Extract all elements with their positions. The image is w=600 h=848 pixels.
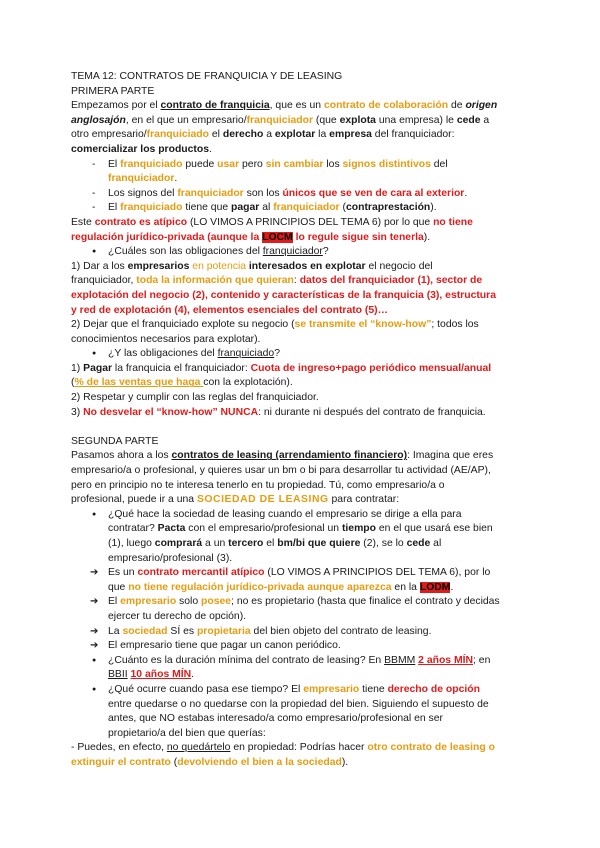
question-franquiciado: ● ¿Y las obligaciones del franquiciado?: [71, 347, 540, 362]
list-item: - El franquiciado tiene que pagar al franquiciador (contraprestación).: [71, 201, 540, 216]
part2-heading: SEGUNDA PARTE: [71, 435, 159, 447]
question-franquiciador: ● ¿Cuáles son las obligaciones del franquiciador?: [71, 245, 540, 260]
lodm-highlight: LODM: [419, 581, 451, 593]
list-item: - Los signos del franquiciador son los únicos que se ven de cara al exterior.: [71, 187, 540, 202]
obligation-1: 1) Dar a los empresarios en potencia interesados en explotar el negocio del franquiciador, toda la información que quieran: datos del franquiciador (1), sector de explotación del negocio (2), contenido y características de la franquicia (3), estructura y red de explotación (4), elementos esenciales del contrato (5)…: [71, 260, 496, 316]
obligation-2: 2) Dejar que el franquiciado explote su negocio (se transmite el “know-how”; todos los conocimientos necesarios para explotar).: [71, 319, 479, 345]
bullet-option-right: ● ¿Qué ocurre cuando pasa ese tiempo? El empresario tiene derecho de opción entre quedarse o no quedarse con la propiedad del bien. Siguiendo el supuesto de antes, que NO estabas interesado/a como empresario/profesional en ser propietario/a del bien que querías:: [71, 683, 540, 741]
leasing-paragraph: Pasamos ahora a los contratos de leasing (arrendamiento financiero): Imagina que eres empresario/a o profesional, y quieres usar un bm o bi para desarrollar tu actividad (AE/AP), pero en principio no te interesa tenerlo en tu propiedad. Tú, como empresario/a o profesional, puede ir a una SOCIEDAD DE LEASING para contratar:: [71, 450, 494, 506]
final-paragraph: - Puedes, en efecto, no quedártelo en propiedad: Podrías hacer otro contrato de leasing o extinguir el contrato (devolviendo el bien a la sociedad).: [71, 742, 495, 768]
atypical-paragraph: Este contrato es atípico (LO VIMOS A PRINCIPIOS DEL TEMA 6) por lo que no tiene regulación jurídico-privada (aunque la LOCM lo regule sigue sin tenerla).: [71, 216, 473, 243]
arrow-item: ➔ El empresario tiene que pagar un canon periódico.: [71, 639, 540, 654]
franchisee-obligation-1: 1) Pagar la franquicia el franquiciador: Cuota de ingreso+pago periódico mensual/anual (% de las ventas que haga con la explotación).: [71, 362, 492, 389]
bullet-duration: ● ¿Cuánto es la duración mínima del contrato de leasing? En BBMM 2 años MÍN; en BBII 10 años MÍN.: [71, 654, 540, 683]
list-item: - El franquiciado puede usar pero sin cambiar los signos distintivos del franquiciador.: [71, 158, 540, 187]
doc-title: TEMA 12: CONTRATOS DE FRANQUICIA Y DE LEASING: [71, 71, 343, 82]
franchisee-obligation-2: 2) Respetar y cumplir con las reglas del franquiciador.: [71, 392, 319, 404]
arrow-item: ➔ Es un contrato mercantil atípico (LO VIMOS A PRINCIPIOS DEL TEMA 6), por lo que no tiene regulación jurídico-privada aunque aparezca en la LODM.: [71, 566, 540, 595]
franchisee-obligation-3: 3) No desvelar el “know-how” NUNCA: ni durante ni después del contrato de franquicia.: [71, 406, 486, 418]
locm-highlight: LOCM: [262, 231, 293, 243]
part1-heading: PRIMERA PARTE: [71, 85, 155, 97]
intro-paragraph: Empezamos por el contrato de franquicia, que es un contrato de colaboración de origen anglosajón, en el que un empresario/franquiciador (que explota una empresa) le cede a otro empresario/franquiciado el derecho a explotar la empresa del franquiciador: comercializar los productos.: [71, 100, 498, 155]
arrow-item: ➔ El empresario solo posee; no es propietario (hasta que finalice el contrato y decidas ejercer tu derecho de opción).: [71, 595, 540, 624]
arrow-item: ➔ La sociedad SÍ es propietaria del bien objeto del contrato de leasing.: [71, 625, 540, 640]
bullet-leasing-process: ● ¿Qué hace la sociedad de leasing cuando el empresario se dirige a ella para contratar? Pacta con el empresario/profesional un tiempo en el que usará ese bien (1), luego comprará a un tercero el bm/bi que quiere (2), se lo cede al empresario/profesional (3).: [71, 508, 540, 566]
